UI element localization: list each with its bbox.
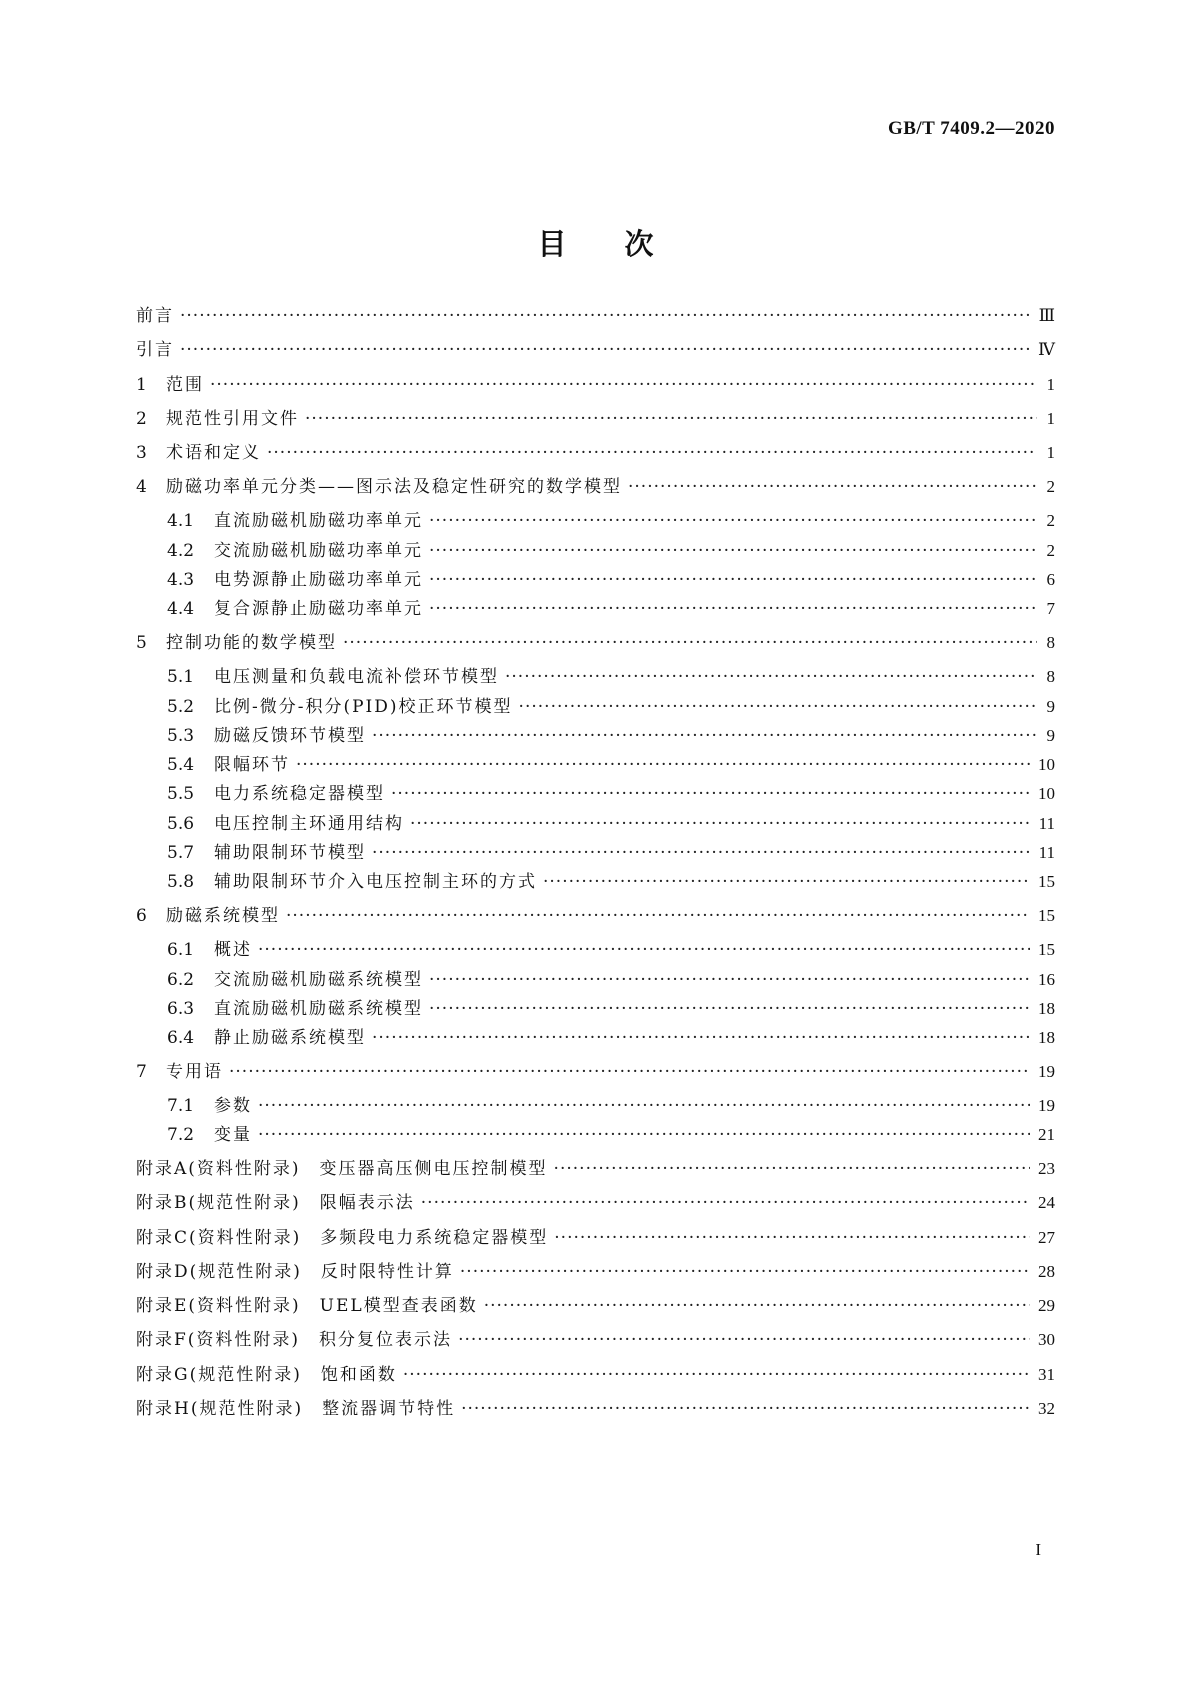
toc-entry-number: 4: [136, 477, 147, 497]
toc-entry[interactable]: [0, 567, 1055, 593]
toc-entry-title: 电力系统稳定器模型: [214, 784, 385, 804]
dot-leader: [429, 967, 1030, 993]
dot-leader: [372, 840, 1031, 866]
toc-entry-page: 19: [1038, 1096, 1055, 1115]
toc-entry-page: 19: [1038, 1062, 1055, 1081]
toc-entry[interactable]: [0, 1327, 1055, 1353]
toc-entry-number: 5.2: [167, 697, 195, 717]
dot-leader: [258, 1093, 1030, 1119]
toc-entry-number: 2: [136, 409, 147, 429]
toc-entry-title: 励磁功率单元分类——图示法及稳定性研究的数学模型: [166, 477, 622, 497]
toc-entry-page: 28: [1038, 1262, 1055, 1281]
toc-entry-title: 引言: [136, 340, 174, 360]
toc-entry[interactable]: [0, 1293, 1055, 1319]
toc-entry-title: 规范性引用文件: [166, 409, 299, 429]
toc-entry-page: Ⅲ: [1038, 306, 1055, 325]
toc-entry-number: 5: [136, 633, 147, 653]
toc-entry-title: 附录G(规范性附录) 饱和函数: [136, 1365, 397, 1385]
dot-leader: [258, 937, 1030, 963]
toc-entry[interactable]: [0, 303, 1055, 329]
toc-entry-page: 21: [1038, 1125, 1055, 1144]
toc-entry-number: 6: [136, 906, 147, 926]
toc-entry-page: 15: [1038, 872, 1055, 891]
toc-entry-title: 控制功能的数学模型: [166, 633, 337, 653]
toc-entry-title: 前言: [136, 306, 174, 326]
toc-entry[interactable]: [0, 1190, 1055, 1216]
toc-entry-title: 限幅环节: [214, 755, 290, 775]
toc-entry-number: 4.2: [167, 541, 195, 561]
toc-entry-page: 7: [1046, 599, 1055, 618]
toc-entry-page: 32: [1038, 1399, 1055, 1418]
toc-entry-page: 8: [1046, 667, 1055, 686]
toc-entry-page: 11: [1038, 843, 1055, 862]
toc-entry-number: 5.8: [167, 872, 195, 892]
toc-entry[interactable]: [0, 967, 1055, 993]
toc-entry-number: 5.7: [167, 843, 195, 863]
dot-leader: [484, 1293, 1030, 1319]
dot-leader: [410, 811, 1031, 837]
toc-entry-page: 6: [1046, 570, 1055, 589]
toc-entry[interactable]: [0, 811, 1055, 837]
toc-entry-title: 比例-微分-积分(PID)校正环节模型: [214, 697, 513, 717]
toc-entry-title: 范围: [166, 375, 204, 395]
dot-leader: [458, 1327, 1030, 1353]
toc-entry-title: 交流励磁机励磁系统模型: [214, 970, 423, 990]
toc-entry-title: 励磁系统模型: [166, 906, 280, 926]
toc-entry[interactable]: [0, 372, 1055, 398]
dot-leader: [519, 694, 1037, 720]
toc-entry-number: 7.1: [167, 1096, 195, 1116]
dot-leader: [461, 1396, 1030, 1422]
toc-entry[interactable]: [0, 996, 1055, 1022]
toc-entry-title: 变量: [214, 1125, 252, 1145]
toc-entry-page: 29: [1038, 1296, 1055, 1315]
page-number: I: [1035, 1540, 1041, 1559]
toc-entry[interactable]: [0, 406, 1055, 432]
toc-entry-page: 15: [1038, 940, 1055, 959]
toc-entry-number: 7.2: [167, 1125, 195, 1145]
toc-entry-number: 6.1: [167, 940, 195, 960]
toc-entry-number: 3: [136, 443, 147, 463]
toc-entry-page: 2: [1046, 541, 1055, 560]
toc-entry[interactable]: [0, 937, 1055, 963]
dot-leader: [403, 1362, 1030, 1388]
dot-leader: [429, 996, 1030, 1022]
dot-leader: [429, 508, 1037, 534]
toc-entry[interactable]: [0, 1156, 1055, 1182]
dot-leader: [554, 1156, 1030, 1182]
page-title: 目次: [537, 227, 712, 261]
toc-entry-page: 1: [1046, 443, 1055, 462]
toc-entry-title: 概述: [214, 940, 252, 960]
dot-leader: [210, 372, 1037, 398]
dot-leader: [543, 869, 1030, 895]
toc-entry[interactable]: [0, 508, 1055, 534]
dot-leader: [421, 1190, 1030, 1216]
dot-leader: [180, 303, 1031, 329]
dot-leader: [628, 474, 1037, 500]
toc-entry-number: 5.4: [167, 755, 195, 775]
toc-entry-number: 6.3: [167, 999, 195, 1019]
toc-entry[interactable]: [0, 694, 1055, 720]
toc-entry-title: 附录D(规范性附录) 反时限特性计算: [136, 1262, 454, 1282]
dot-leader: [372, 723, 1037, 749]
toc-entry[interactable]: [0, 1259, 1055, 1285]
toc-entry-number: 4.1: [167, 511, 195, 531]
toc-entry-title: 附录H(规范性附录) 整流器调节特性: [136, 1399, 456, 1419]
dot-leader: [391, 781, 1030, 807]
toc-entry-page: 2: [1046, 477, 1055, 496]
toc-entry[interactable]: [0, 840, 1055, 866]
toc-entry-title: 附录A(资料性附录) 变压器高压侧电压控制模型: [136, 1159, 548, 1179]
toc-entry[interactable]: [0, 538, 1055, 564]
dot-leader: [372, 1025, 1030, 1051]
toc-entry-title: 交流励磁机励磁功率单元: [214, 541, 423, 561]
toc-entry-page: 30: [1038, 1330, 1055, 1349]
toc-entry-page: 18: [1038, 999, 1055, 1018]
toc-entry-title: 参数: [214, 1096, 252, 1116]
toc-entry-page: 2: [1046, 511, 1055, 530]
dot-leader: [180, 337, 1030, 363]
toc-entry[interactable]: [0, 596, 1055, 622]
toc-entry-title: 励磁反馈环节模型: [214, 726, 366, 746]
dot-leader: [460, 1259, 1030, 1285]
toc-entry-title: 辅助限制环节介入电压控制主环的方式: [214, 872, 537, 892]
dot-leader: [286, 903, 1030, 929]
dot-leader: [505, 664, 1037, 690]
dot-leader: [305, 406, 1037, 432]
toc-entry[interactable]: [0, 1025, 1055, 1051]
toc-entry[interactable]: [0, 630, 1055, 656]
toc-entry[interactable]: [0, 1225, 1055, 1251]
dot-leader: [429, 567, 1037, 593]
dot-leader: [429, 596, 1037, 622]
toc-entry-page: 8: [1046, 633, 1055, 652]
toc-entry[interactable]: [0, 1093, 1055, 1119]
toc-entry-title: 电压控制主环通用结构: [214, 814, 404, 834]
toc-entry-number: 7: [136, 1062, 147, 1082]
toc-entry-page: 27: [1038, 1228, 1055, 1247]
dot-leader: [554, 1225, 1030, 1251]
toc-entry[interactable]: [0, 337, 1055, 363]
toc-entry-title: 辅助限制环节模型: [214, 843, 366, 863]
dot-leader: [343, 630, 1037, 656]
toc-entry-number: 5.5: [167, 784, 195, 804]
toc-entry-page: 1: [1046, 375, 1055, 394]
dot-leader: [258, 1122, 1030, 1148]
toc-entry[interactable]: [0, 752, 1055, 778]
toc-entry-number: 4.4: [167, 599, 195, 619]
standard-code: GB/T 7409.2—2020: [887, 118, 1055, 139]
toc-entry-page: 10: [1038, 755, 1055, 774]
toc-entry-number: 4.3: [167, 570, 195, 590]
toc-entry[interactable]: [0, 869, 1055, 895]
toc-entry[interactable]: [0, 664, 1055, 690]
toc-entry-page: 18: [1038, 1028, 1055, 1047]
dot-leader: [296, 752, 1030, 778]
toc-entry[interactable]: [0, 1362, 1055, 1388]
toc-entry-number: 5.1: [167, 667, 195, 687]
toc-entry-page: 16: [1038, 970, 1055, 989]
toc-entry-title: 附录B(规范性附录) 限幅表示法: [136, 1193, 415, 1213]
toc-entry-title: 静止励磁系统模型: [214, 1028, 366, 1048]
dot-leader: [229, 1059, 1030, 1085]
toc-entry[interactable]: [0, 903, 1055, 929]
toc-entry-page: 23: [1038, 1159, 1055, 1178]
toc-entry-page: 15: [1038, 906, 1055, 925]
toc-entry-page: 11: [1038, 814, 1055, 833]
toc-entry[interactable]: [0, 1059, 1055, 1085]
toc-entry-title: 直流励磁机励磁功率单元: [214, 511, 423, 531]
toc-entry[interactable]: [0, 1122, 1055, 1148]
toc-entry[interactable]: [0, 723, 1055, 749]
toc-entry-page: 9: [1046, 726, 1055, 745]
toc-entry-title: 电压测量和负载电流补偿环节模型: [214, 667, 499, 687]
toc-entry-number: 6.4: [167, 1028, 195, 1048]
toc-entry-title: 专用语: [166, 1062, 223, 1082]
toc-entry-page: 10: [1038, 784, 1055, 803]
dot-leader: [267, 440, 1037, 466]
toc-entry-number: 5.6: [167, 814, 195, 834]
toc-entry[interactable]: [0, 440, 1055, 466]
toc-entry-title: 直流励磁机励磁系统模型: [214, 999, 423, 1019]
toc-entry-page: 9: [1046, 697, 1055, 716]
toc-entry[interactable]: [0, 1396, 1055, 1422]
toc-entry[interactable]: [0, 474, 1055, 500]
toc-entry-page: Ⅳ: [1038, 340, 1055, 359]
toc-entry-title: 术语和定义: [166, 443, 261, 463]
toc-entry-number: 6.2: [167, 970, 195, 990]
toc-entry-page: 24: [1038, 1193, 1055, 1212]
toc-entry-title: 附录E(资料性附录) UEL模型查表函数: [136, 1296, 478, 1316]
dot-leader: [429, 538, 1037, 564]
toc-entry[interactable]: [0, 781, 1055, 807]
toc-entry-number: 1: [136, 375, 147, 395]
toc-entry-title: 电势源静止励磁功率单元: [214, 570, 423, 590]
toc-entry-page: 31: [1038, 1365, 1055, 1384]
toc-entry-title: 附录F(资料性附录) 积分复位表示法: [136, 1330, 453, 1350]
toc-entry-page: 1: [1046, 409, 1055, 428]
toc-entry-number: 5.3: [167, 726, 195, 746]
toc-entry-title: 附录C(资料性附录) 多频段电力系统稳定器模型: [136, 1228, 549, 1248]
toc-entry-title: 复合源静止励磁功率单元: [214, 599, 423, 619]
